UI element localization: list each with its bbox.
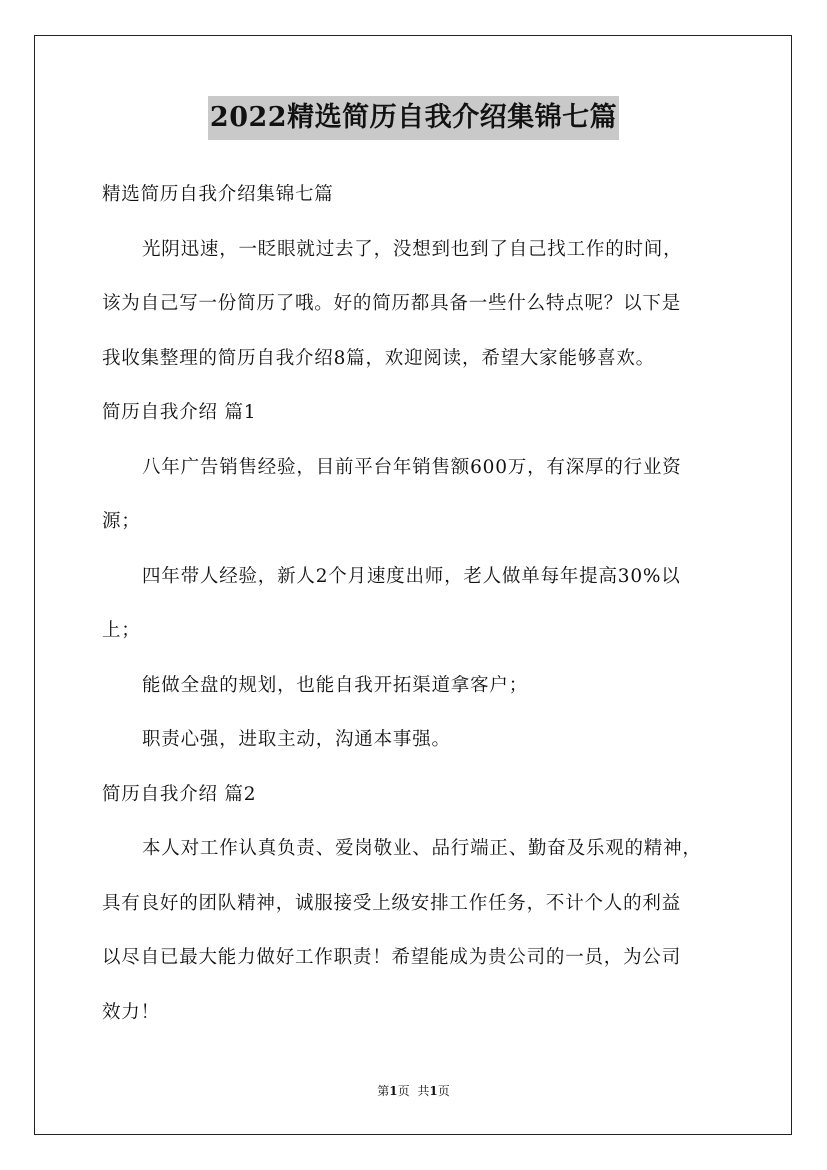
text-line: 职责心强，进取主动，沟通本事强。 — [142, 729, 451, 750]
text-line: 以尽自已最大能力做好工作职责！希望能成为贵公司的一员，为公司 — [102, 947, 682, 968]
total-prefix: 共 — [417, 1084, 430, 1098]
page-prefix: 第 — [377, 1084, 390, 1098]
document-body — [102, 168, 742, 1040]
document-title: 2022精选简历自我介绍集锦七篇 — [208, 96, 619, 140]
text-line: 能做全盘的规划，也能自我开拓渠道拿客户； — [142, 674, 529, 696]
total-pages: 1 — [429, 1084, 438, 1098]
text-line: 八年广告销售经验，目前平台年销售额600万，有深厚的行业资 — [142, 456, 682, 478]
text-line: 简历自我介绍 篇1 — [102, 402, 257, 423]
text-line: 简历自我介绍 篇2 — [102, 783, 257, 805]
text-line: 本人对工作认真负责、爱岗敬业、品行端正、勤奋及乐观的精神， — [142, 838, 702, 859]
page-suffix: 页 — [397, 1084, 410, 1098]
text-line: 四年带人经验，新人2个月速度出师，老人做单每年提高30%以 — [142, 565, 681, 587]
text-line: 源； — [102, 511, 141, 532]
text-line: 具有良好的团队精神，诚服接受上级安排工作任务，不计个人的利益 — [102, 892, 682, 914]
text-line: 效力！ — [102, 1001, 160, 1023]
page-number: 1 — [389, 1084, 398, 1098]
text-line: 精选简历自我介绍集锦七篇 — [102, 184, 334, 205]
text-line: 上； — [102, 620, 141, 641]
total-suffix: 页 — [437, 1084, 450, 1098]
text-line: 我收集整理的简历自我介绍8篇，欢迎阅读，希望大家能够喜欢。 — [102, 347, 655, 369]
text-line: 该为自己写一份简历了哦。好的简历都具备一些什么特点呢？以下是 — [102, 293, 682, 314]
title-container — [0, 96, 827, 140]
page-footer — [0, 1083, 827, 1099]
text-line: 光阴迅速，一眨眼就过去了，没想到也到了自己找工作的时间， — [142, 238, 683, 260]
